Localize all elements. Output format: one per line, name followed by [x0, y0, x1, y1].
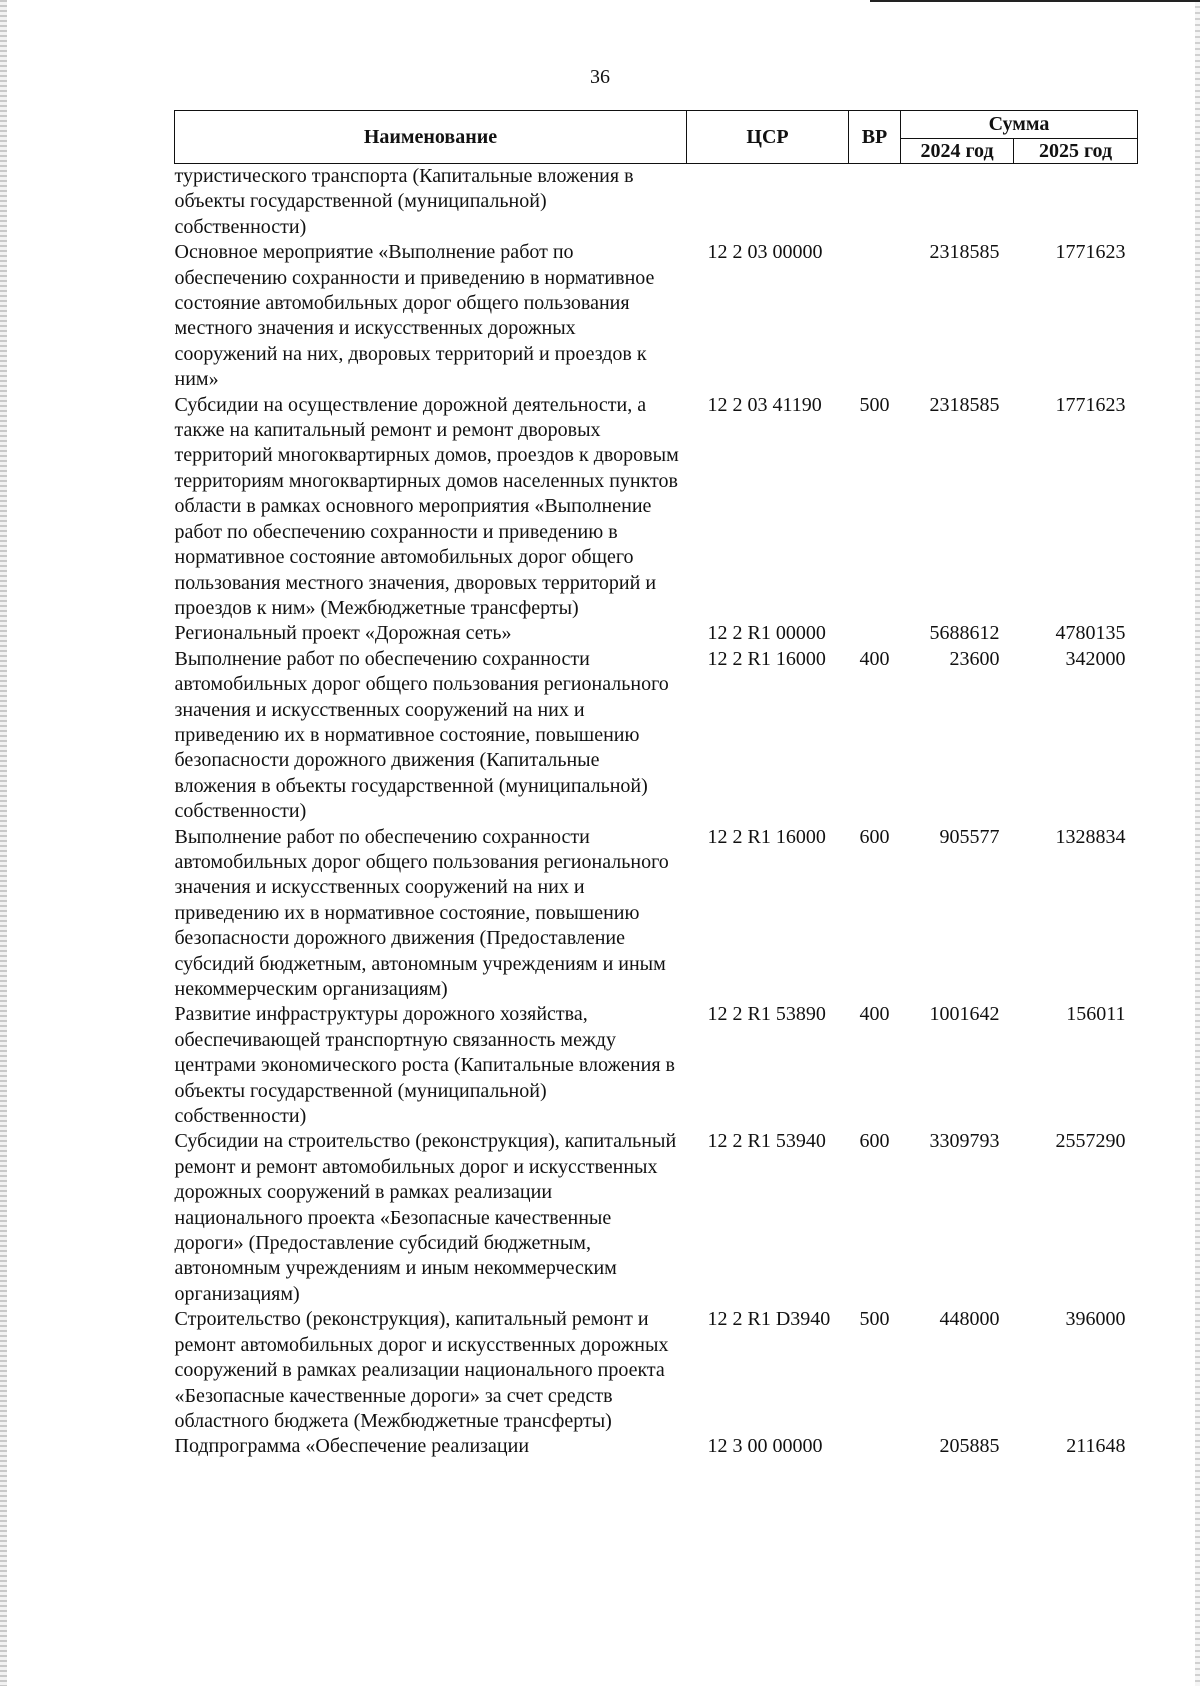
table-header [175, 111, 1138, 164]
row-csr: 12 2 R1 53890 [707, 1003, 826, 1026]
row-sum-2025: 156011 [1066, 1003, 1126, 1026]
row-sum-2025: 211648 [1066, 1435, 1126, 1458]
row-sum-2025 [1014, 164, 1138, 241]
header-sum: Сумма [901, 111, 1138, 139]
row-name: Региональный проект «Дорожная сеть» [174, 622, 512, 645]
header-vr: ВР [849, 111, 901, 164]
row-sum-2024: 905577 [939, 825, 1000, 848]
row-sum-2025: 396000 [1065, 1308, 1126, 1331]
row-sum-2025: 2557290 [1055, 1130, 1126, 1153]
row-csr: 12 2 R1 16000 [707, 825, 826, 848]
row-name: Выполнение работ по обеспечению сохранности автомобильных дорог общего пользования регионального значения и искусственных сооружений на них и приведению их в нормативное состояние, повышению безопасности дорожного движения (Капитальные вложения в объекты государственной (муниципальной) собственности) [174, 647, 669, 823]
scan-top-rule [870, 0, 1200, 2]
row-vr [849, 164, 901, 241]
table-row [175, 240, 1138, 392]
row-name: Основное мероприятие «Выполнение работ по обеспечению сохранности и приведению в нормативное состояние автомобильных дорог общего пользования местного значения и искусственных дорожных сооружений на них, дворовых территорий и проездов к ним» [174, 241, 655, 391]
page-number: 36 [590, 66, 610, 88]
row-sum-2025: 1328834 [1055, 825, 1126, 848]
row-vr: 500 [859, 1308, 890, 1331]
table-row [175, 825, 1138, 1003]
row-csr: 12 2 R1 00000 [707, 622, 826, 645]
row-sum-2024: 2318585 [929, 393, 1000, 416]
row-sum-2024: 3309793 [929, 1130, 1000, 1153]
header-year-2024: 2024 год [901, 138, 1014, 163]
budget-table [174, 110, 1138, 1460]
row-sum-2024: 1001642 [929, 1003, 1000, 1026]
table-row [175, 621, 1138, 646]
row-name: туристического транспорта (Капитальные вложения в объекты государственной (муниципальной) собственности) [174, 165, 634, 238]
row-csr [687, 164, 849, 241]
row-sum-2025: 4780135 [1055, 622, 1126, 645]
header-year-2025: 2025 год [1014, 138, 1138, 163]
row-sum-2024: 5688612 [929, 622, 1000, 645]
row-sum-2025: 1771623 [1055, 241, 1126, 264]
row-sum-2024: 2318585 [929, 241, 1000, 264]
table-row [175, 1129, 1138, 1307]
row-name: Субсидии на осуществление дорожной деятельности, а также на капитальный ремонт и ремонт дворовых территорий многоквартирных домов, проездов к дворовым территориям многоквартирных домов населенных пунктов области в рамках основного мероприятия «Выполнение работ по обеспечению сохранности и приведению в нормативное состояние автомобильных дорог общего пользования местного значения, дворовых территорий и проездов к ним» (Межбюджетные трансферты) [174, 393, 679, 619]
row-vr [849, 621, 901, 646]
table-row [175, 1307, 1138, 1434]
row-vr: 600 [859, 1130, 890, 1153]
table-row [175, 647, 1138, 825]
header-name: Наименование [175, 111, 687, 164]
row-csr: 12 2 03 00000 [707, 241, 823, 264]
row-vr: 400 [859, 647, 890, 670]
table-row [175, 1434, 1138, 1459]
table-row [175, 393, 1138, 622]
row-sum-2024: 448000 [939, 1308, 1000, 1331]
table-row [175, 1002, 1138, 1129]
row-csr: 12 2 03 41190 [707, 393, 822, 416]
row-csr: 12 2 R1 53940 [707, 1130, 826, 1153]
scan-left-edge [0, 0, 7, 1686]
row-name: Подпрограмма «Обеспечение реализации [174, 1435, 530, 1458]
row-vr: 600 [859, 825, 890, 848]
row-csr: 12 2 R1 D3940 [707, 1308, 831, 1331]
row-sum-2025: 1771623 [1055, 393, 1126, 416]
row-vr: 500 [859, 393, 890, 416]
row-name: Субсидии на строительство (реконструкция), капитальный ремонт и ремонт автомобильных дорог и искусственных дорожных сооружений в рамках реализации национального проекта «Безопасные качественные дороги» (Предоставление субсидий бюджетным, автономным учреждениям и иным некоммерческим организациям) [174, 1130, 677, 1305]
row-vr [849, 1434, 901, 1459]
row-name: Выполнение работ по обеспечению сохранности автомобильных дорог общего пользования регионального значения и искусственных сооружений на них и приведению их в нормативное состояние, повышению безопасности дорожного движения (Предоставление субсидий бюджетным, автономным учреждениям и иным некоммерческим организациям) [174, 825, 669, 1000]
scan-right-edge [1195, 0, 1200, 1686]
row-sum-2024: 23600 [949, 647, 1000, 670]
row-sum-2025: 342000 [1065, 647, 1126, 670]
row-sum-2024: 205885 [939, 1435, 1000, 1458]
row-csr: 12 3 00 00000 [707, 1435, 823, 1458]
row-vr [849, 240, 901, 392]
table-row [175, 164, 1138, 241]
header-csr: ЦСР [687, 111, 849, 164]
row-sum-2024 [901, 164, 1014, 241]
table-body [175, 164, 1138, 1460]
row-csr: 12 2 R1 16000 [707, 647, 826, 670]
row-name: Развитие инфраструктуры дорожного хозяйства, обеспечивающей транспортную связанность между центрами экономического роста (Капитальные вложения в объекты государственной (муниципальной) собственности) [174, 1003, 675, 1128]
row-vr: 400 [859, 1003, 890, 1026]
row-name: Строительство (реконструкция), капитальный ремонт и ремонт автомобильных дорог и искусственных дорожных сооружений в рамках реализации национального проекта «Безопасные качественные дороги» за счет средств областного бюджета (Межбюджетные трансферты) [174, 1308, 669, 1432]
